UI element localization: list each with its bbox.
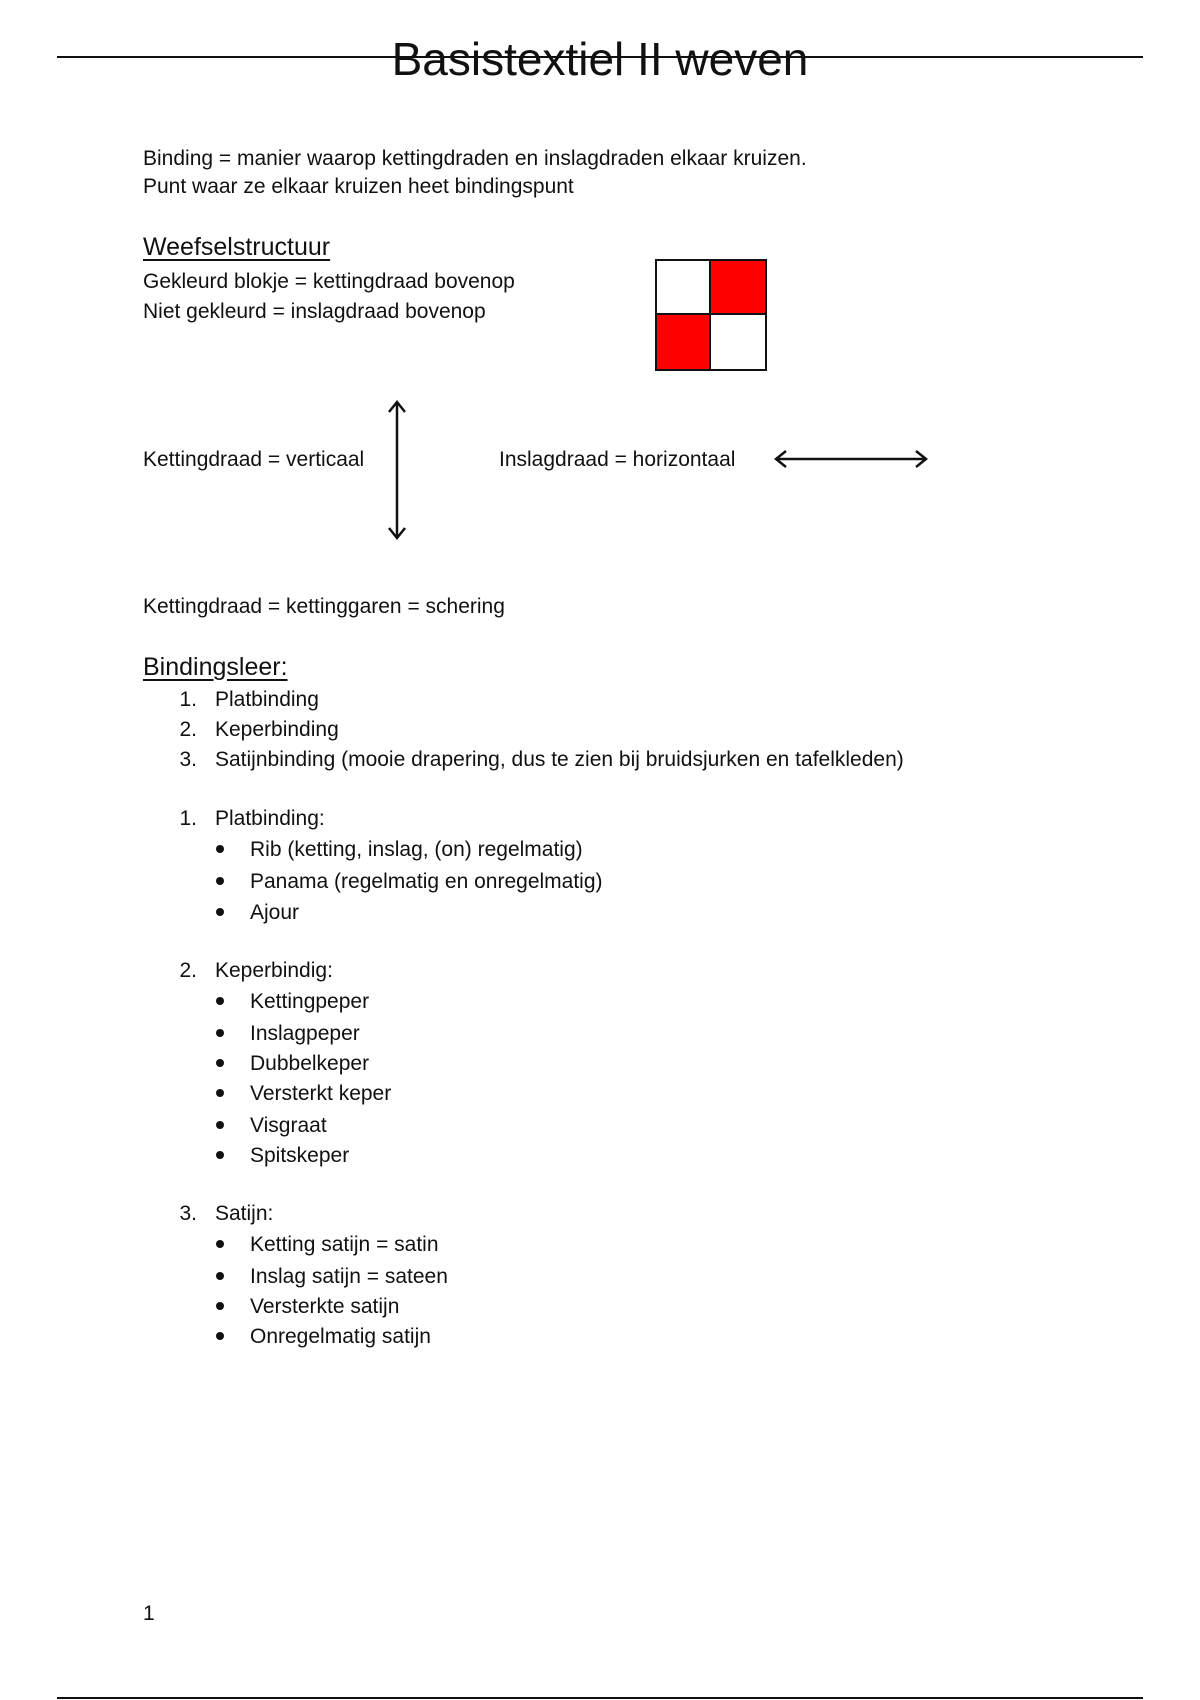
weefsel-line-2: Niet gekleurd = inslagdraad bovenop (143, 300, 486, 323)
list-item: Inslag satijn = sateen (250, 1265, 448, 1288)
bullet-icon (216, 1272, 224, 1280)
overview-item-2: Keperbinding (215, 718, 339, 741)
page-number: 1 (143, 1602, 155, 1625)
section-1-label: Platbinding: (215, 807, 325, 830)
list-item: Kettingpeper (250, 990, 370, 1013)
overview-item-1: Platbinding (215, 688, 319, 711)
bullet-icon (216, 1302, 224, 1310)
bullet-icon (216, 908, 224, 916)
section-2-label: Keperbindig: (215, 959, 333, 982)
bullet-icon (216, 1121, 224, 1129)
intro-line-1: Binding = manier waarop kettingdraden en inslagdraden elkaar kruizen. (143, 147, 807, 170)
section-1-num: 1. (179, 807, 197, 830)
list-item: Onregelmatig satijn (250, 1325, 431, 1348)
weave-cell (657, 261, 711, 315)
list-item: Ajour (250, 901, 300, 924)
list-item: Versterkt keper (250, 1082, 392, 1105)
weave-pattern-grid (655, 259, 767, 371)
bullet-icon (216, 1059, 224, 1067)
list-item: Visgraat (250, 1114, 327, 1137)
bullet-icon (216, 1089, 224, 1097)
footer-rule (57, 1697, 1143, 1699)
bullet-icon (216, 997, 224, 1005)
bullet-icon (216, 845, 224, 853)
section-3-label: Satijn: (215, 1202, 274, 1225)
list-item: Ketting satijn = satin (250, 1233, 439, 1256)
page-title: Basistextiel II weven (391, 33, 809, 85)
list-item: Dubbelkeper (250, 1052, 370, 1075)
overview-num-3: 3. (179, 748, 197, 771)
section-2-num: 2. (179, 959, 197, 982)
bullet-icon (216, 877, 224, 885)
bullet-icon (216, 1332, 224, 1340)
bullet-icon (216, 1151, 224, 1159)
horizontal-arrow-icon (772, 446, 930, 472)
weft-label: Inslagdraad = horizontaal (499, 448, 736, 471)
synonym-line: Kettingdraad = kettinggaren = schering (143, 595, 505, 618)
weefsel-line-1: Gekleurd blokje = kettingdraad bovenop (143, 270, 515, 293)
list-item: Versterkte satijn (250, 1295, 400, 1318)
overview-num-1: 1. (179, 688, 197, 711)
bindingsleer-heading: Bindingsleer: (143, 653, 288, 681)
intro-line-2: Punt waar ze elkaar kruizen heet bindingspunt (143, 175, 574, 198)
overview-item-3: Satijnbinding (mooie drapering, dus te zien bij bruidsjurken en tafelkleden) (215, 748, 904, 771)
weave-cell (657, 315, 711, 369)
overview-num-2: 2. (179, 718, 197, 741)
vertical-arrow-icon (384, 398, 410, 542)
warp-label: Kettingdraad = verticaal (143, 448, 365, 471)
list-item: Inslagpeper (250, 1022, 360, 1045)
bullet-icon (216, 1029, 224, 1037)
section-3-num: 3. (179, 1202, 197, 1225)
bullet-icon (216, 1240, 224, 1248)
weefsel-heading: Weefselstructuur (143, 233, 331, 261)
list-item: Spitskeper (250, 1144, 350, 1167)
weave-cell (711, 315, 765, 369)
list-item: Panama (regelmatig en onregelmatig) (250, 870, 603, 893)
list-item: Rib (ketting, inslag, (on) regelmatig) (250, 838, 583, 861)
weave-cell (711, 261, 765, 315)
